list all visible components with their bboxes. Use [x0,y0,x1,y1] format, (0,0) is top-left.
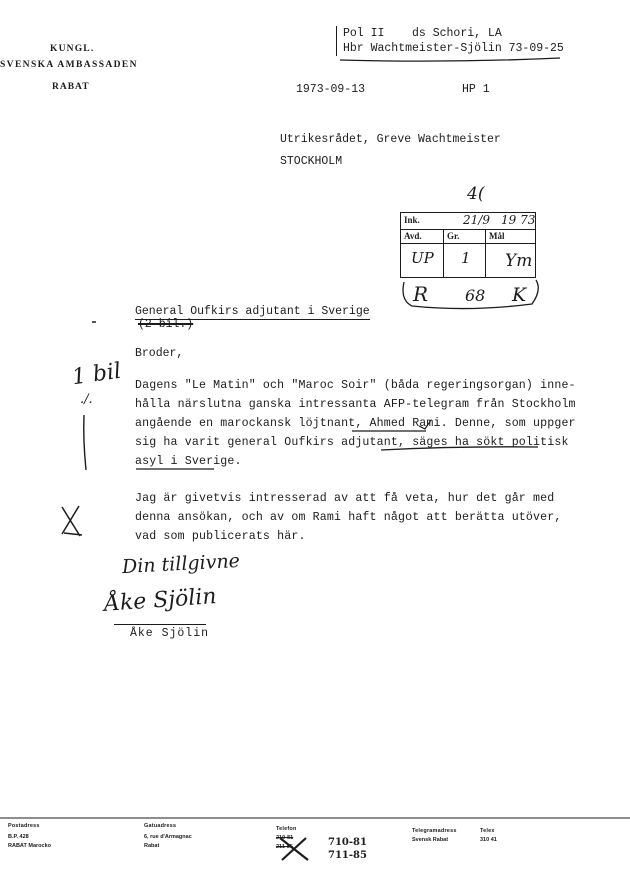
telefon-label: Telefon [276,826,297,832]
letterhead-city: RABAT [52,82,90,92]
signatory-name: Åke Sjölin [130,627,210,640]
stamp-ink-label: Ink. [404,215,420,225]
footer-gatuadress [144,823,192,851]
paragraph2-line: vad som publicerats här. [135,530,306,543]
telex-value: 310 41 [480,837,497,843]
body-line: hålla närslutna ganska intressanta AFP-telegram från Stockholm [135,398,576,411]
stamp-ink-year: 19 73 [501,213,536,227]
stamp-val-avd: UP [411,249,434,267]
footer-telex [480,828,497,845]
postadress-line: RABAT Marocko [8,843,51,849]
letter-reference: HP 1 [462,83,490,96]
stamp-col-avd: Avd. [404,231,422,241]
registry-number: 4( [467,184,485,204]
closing-handwritten: Din tillgivne [121,549,241,579]
salutation: Broder, [135,347,184,360]
registry-ring [403,280,538,309]
telegram-value: Svensk Rabat [412,837,449,843]
subject-attachment-struck: (2 bil.) [138,318,194,331]
margin-vertical-line [84,415,86,470]
stamp-val-gr: 1 [461,249,471,267]
stamp-col-gr: Gr. [447,231,460,241]
stamp-val-mal: Ym [505,251,533,271]
recipient-name: Utrikesrådet, Greve Wachtmeister [280,133,501,146]
telefon-struck: 210-81 [276,835,294,841]
letter-date: 1973-09-13 [296,83,366,96]
telefon-struck: 211-85 [276,844,293,850]
paragraph2-line: denna ansökan, och av om Rami haft något att berätta utöver, [135,511,562,524]
letterhead-embassy: SVENSKA AMBASSADEN [0,60,138,70]
body-line: angående en marockansk löjtnant, Ahmed Rami. Denne, som uppger [135,417,576,430]
routing-underline [340,58,560,61]
letterhead-title: KUNGL. [50,44,95,54]
postadress-label: Postadress [8,823,40,829]
telefon-handwritten-line: 710-81 [328,837,367,848]
correction-mark [419,420,431,429]
registry-code-right: K [512,284,527,306]
routing-stamp-line1: Pol II ds Schori, LA [343,27,502,40]
paragraph2-line: Jag är givetvis intresserad av att få veta, hur det går med [135,492,555,505]
subject-line: General Oufkirs adjutant i Sverige [135,305,370,318]
footer-telegram [412,828,457,845]
margin-cross [62,506,82,536]
gatuadress-label: Gatuadress [144,823,177,829]
telex-label: Telex [480,828,495,834]
body-line: sig ha varit general Oufkirs adjutant, säges ha sökt politisk [135,436,569,449]
body-line: asyl i Sverige. [135,455,242,468]
margin-initials: 1 bil [70,358,123,391]
underline-asylum [381,447,538,450]
signature-handwritten: Åke Sjölin [103,584,218,617]
postadress-line: B.P. 428 [8,834,29,840]
gatuadress-line: 6, rue d'Armagnac [144,834,192,840]
gatuadress-line: Rabat [144,843,160,849]
telefon-handwritten [328,836,367,862]
telegram-label: Telegramadress [412,828,457,834]
footer-telefon [276,826,297,852]
margin-marker: ./. [80,392,93,407]
recipient-city: STOCKHOLM [280,155,343,168]
body-line: Dagens "Le Matin" och "Maroc Soir" (båda regeringsorgan) inne- [135,379,576,392]
routing-stamp-line2: Hbr Wachtmeister-Sjölin 73-09-25 [343,42,564,55]
stamp-ink-date: 21/9 [463,213,490,227]
telefon-handwritten-line: 711-85 [328,850,367,861]
stamp-col-mal: Mål [489,231,505,241]
registry-code-mid: 68 [465,286,486,305]
footer-postadress [8,823,51,851]
registry-code-left: R [413,282,429,306]
